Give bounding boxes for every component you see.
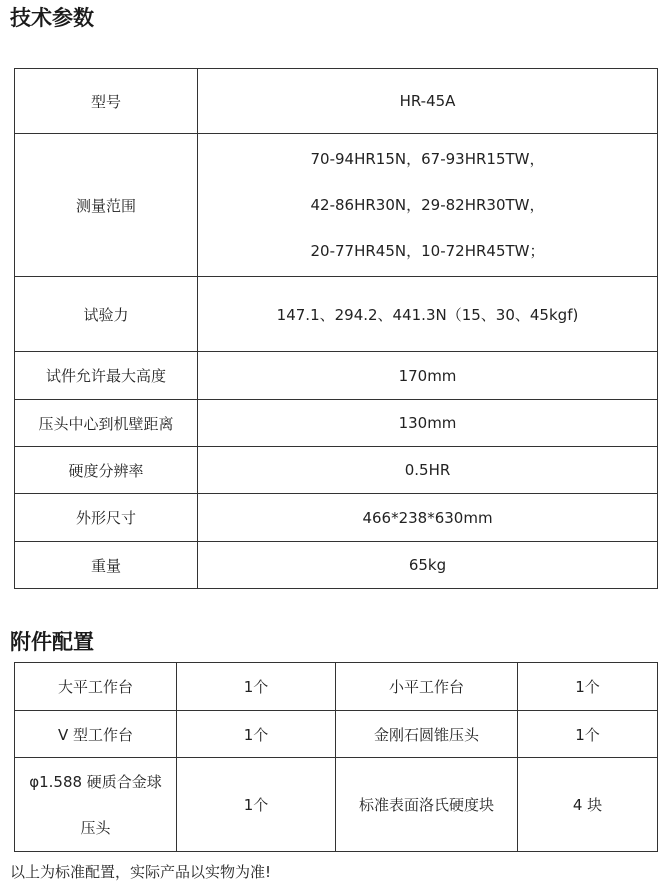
spec-value-dimensions: 466*238*630mm (198, 494, 658, 542)
spec-row-max-height (15, 352, 658, 400)
accessory-name: 大平工作台 (15, 663, 177, 711)
spec-row-dimensions (15, 494, 658, 542)
spec-label-throat: 压头中心到机壁距离 (15, 400, 198, 447)
accessory-row (15, 663, 658, 711)
range-line-2: 42-86HR30N，29-82HR30TW， (310, 196, 545, 214)
spec-value-throat: 130mm (198, 400, 658, 447)
accessory-name: 金刚石圆锥压头 (336, 711, 518, 758)
spec-value-weight: 65kg (198, 542, 658, 589)
spec-value-model: HR-45A (198, 69, 658, 134)
spec-row-resolution (15, 447, 658, 494)
spec-section-title: 技术参数 (10, 6, 94, 30)
accessory-name-line-2: 压头 (80, 818, 111, 837)
accessory-name: 标准表面洛氏硬度块 (336, 758, 518, 852)
spec-row-range (15, 134, 658, 277)
spec-label-resolution: 硬度分辨率 (15, 447, 198, 494)
spec-label-weight: 重量 (15, 542, 198, 589)
accessory-row (15, 711, 658, 758)
footer-note: 以上为标准配置，实际产品以实物为准! (10, 863, 272, 881)
accessory-name: 小平工作台 (336, 663, 518, 711)
spec-row-force (15, 277, 658, 352)
spec-row-model (15, 69, 658, 134)
spec-value-range (198, 134, 658, 277)
accessory-qty: 1个 (518, 711, 658, 758)
accessory-name-line-1: φ1.588 硬质合金球 (29, 772, 162, 791)
accessories-table (14, 662, 658, 852)
spec-value-force: 147.1、294.2、441.3N（15、30、45kgf) (198, 277, 658, 352)
accessory-qty: 1个 (177, 711, 336, 758)
accessory-name (15, 758, 177, 852)
spec-table (14, 68, 658, 589)
accessory-qty: 4 块 (518, 758, 658, 852)
accessory-qty: 1个 (518, 663, 658, 711)
accessory-qty: 1个 (177, 758, 336, 852)
spec-value-max-height: 170mm (198, 352, 658, 400)
accessory-qty: 1个 (177, 663, 336, 711)
spec-label-range: 测量范围 (15, 134, 198, 277)
spec-row-weight (15, 542, 658, 589)
range-line-1: 70-94HR15N，67-93HR15TW， (310, 150, 545, 168)
accessory-row (15, 758, 658, 852)
spec-label-model: 型号 (15, 69, 198, 134)
range-line-3: 20-77HR45N，10-72HR45TW； (310, 242, 545, 260)
accessory-name: V 型工作台 (15, 711, 177, 758)
spec-value-resolution: 0.5HR (198, 447, 658, 494)
spec-label-force: 试验力 (15, 277, 198, 352)
accessories-section-title: 附件配置 (10, 630, 94, 654)
spec-label-max-height: 试件允许最大高度 (15, 352, 198, 400)
spec-label-dimensions: 外形尺寸 (15, 494, 198, 542)
spec-row-throat (15, 400, 658, 447)
